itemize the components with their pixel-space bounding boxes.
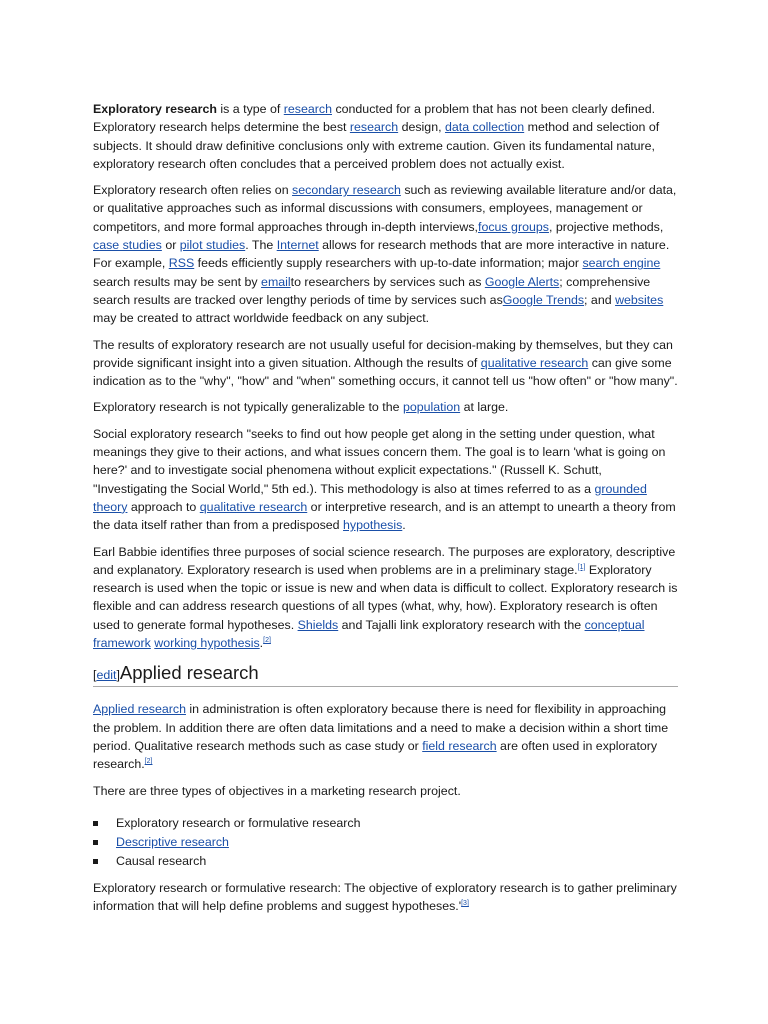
paragraph-formulative: Exploratory research or formulative research: The objective of exploratory research is to gather preliminary information that will help define problems and suggest hypotheses.'[3] <box>93 880 677 914</box>
paragraph-babbie: Earl Babbie identifies three purposes of social science research. The purposes are exploratory, descriptive and explanatory. Exploratory research is used when problems are in a preliminary stage.[1] Exploratory research is used when the topic or issue is new and when data is difficult to collect. Exploratory research is flexible and can address research questions of all types (what, why, how). Exploratory research is often used to generate formal hypotheses. Shields and Tajalli link exploratory research with the conceptual framework working hypothesis.[2] <box>93 544 678 651</box>
link-secondary-research[interactable]: secondary research <box>292 183 401 198</box>
list-item <box>93 833 678 852</box>
paragraph-applied: Applied research in administration is often exploratory because there is need for flexibility in approaching the problem. In addition there are often data limitations and a need to make a decision within a short time period. Qualitative research methods such as case study or field research are often used in exploratory research.[2] <box>93 702 669 772</box>
term-bold: Exploratory research <box>93 102 217 116</box>
paragraph-methods: Exploratory research often relies on secondary research such as reviewing available literature and/or data, or qualitative approaches such as informal discussions with consumers, employees, management or competitors, and more formal approaches through in-depth interviews,focus groups, projective methods, case studies or pilot studies. The Internet allows for research methods that are more interactive in nature. For example, RSS feeds efficiently supply researchers with up-to-date information; major search engine search results may be sent by emailto researchers by services such as Google Alerts; comprehensive search results are tracked over lengthy periods of time by services such asGoogle Trends; and websites may be created to attract worldwide feedback on any subject. <box>93 183 677 326</box>
link-descriptive-research[interactable]: Descriptive research <box>116 834 229 849</box>
objectives-list <box>93 814 678 871</box>
article-body <box>93 100 678 923</box>
list-item: Exploratory research or formulative research <box>93 814 678 833</box>
link-data-collection[interactable]: data collection <box>444 120 525 135</box>
section-heading-applied-research: [edit]Applied research <box>93 662 678 687</box>
bullet-icon <box>93 821 98 826</box>
link-research-design[interactable]: research <box>349 120 399 135</box>
link-qualitative-research-2[interactable]: qualitative research <box>199 499 308 514</box>
link-research[interactable]: research <box>283 102 332 116</box>
link-conceptual-framework[interactable]: conceptual framework <box>93 617 645 651</box>
link-grounded-theory[interactable]: grounded theory <box>93 481 647 514</box>
citation-3[interactable]: [3] <box>461 900 469 908</box>
link-websites[interactable]: websites <box>615 292 664 307</box>
paragraph-objectives: There are three types of objectives in a marketing research project. <box>93 783 461 798</box>
citation-1[interactable]: [1] <box>577 563 586 571</box>
link-applied-research[interactable]: Applied research <box>93 702 186 717</box>
bullet-icon <box>93 859 98 864</box>
link-case-studies[interactable]: case studies <box>93 238 162 253</box>
link-hypothesis[interactable]: hypothesis <box>343 518 403 533</box>
link-google-trends[interactable]: Google Trends <box>502 292 585 307</box>
link-rss[interactable]: RSS <box>168 256 195 271</box>
link-pilot-studies[interactable]: pilot studies <box>179 238 246 253</box>
paragraph-results: The results of exploratory research are not usually useful for decision-making by themselves, but they can provide significant insight into a given situation. Although the results of qualitative research can give some indication as to the "why", "how" and "when" something occurs, it cannot tell us "how often" or "how many". <box>93 337 678 389</box>
citation-2[interactable]: [2] <box>263 637 271 645</box>
link-search-engine[interactable]: search engine <box>582 256 661 271</box>
link-focus-groups[interactable]: focus groups <box>478 219 549 234</box>
edit-section-link[interactable]: edit <box>96 668 117 683</box>
citation-2b[interactable]: [2] <box>144 758 153 766</box>
link-working-hypothesis[interactable]: working hypothesis <box>154 636 260 651</box>
link-shields[interactable]: Shields <box>297 617 339 632</box>
link-field-research[interactable]: field research <box>422 738 497 753</box>
paragraph-intro: Exploratory research is a type of research conducted for a problem that has not been clearly defined. Exploratory research helps determine the best research design, data collection method and selection of subjects. It should draw definitive conclusions only with extreme caution. Given its fundamental nature, exploratory research often concludes that a perceived problem does not actually exist. <box>93 102 660 171</box>
link-email[interactable]: email <box>261 274 291 289</box>
paragraph-social: Social exploratory research "seeks to find out how people get along in the setting under question, what meanings they give to their actions, and what issues concern them. The goal is to learn 'what is going on here?' and to investigate social phenomena without explicit expectations." (Russell K. Schutt, "Investigating the Social World," 5th ed.). This methodology is also at times referred to as a grounded theory approach to qualitative research or interpretive research, and is an attempt to unearth a theory from the data itself rather than from a predisposed hypothesis. <box>93 426 676 533</box>
link-qualitative-research[interactable]: qualitative research <box>480 355 589 370</box>
link-population[interactable]: population <box>402 400 461 415</box>
list-item: Causal research <box>93 852 678 871</box>
link-internet[interactable]: Internet <box>276 238 319 253</box>
bullet-icon <box>93 840 98 845</box>
section-title: Applied research <box>119 662 259 684</box>
paragraph-generalizable: Exploratory research is not typically generalizable to the population at large. <box>93 400 509 415</box>
link-google-alerts[interactable]: Google Alerts <box>484 274 560 289</box>
